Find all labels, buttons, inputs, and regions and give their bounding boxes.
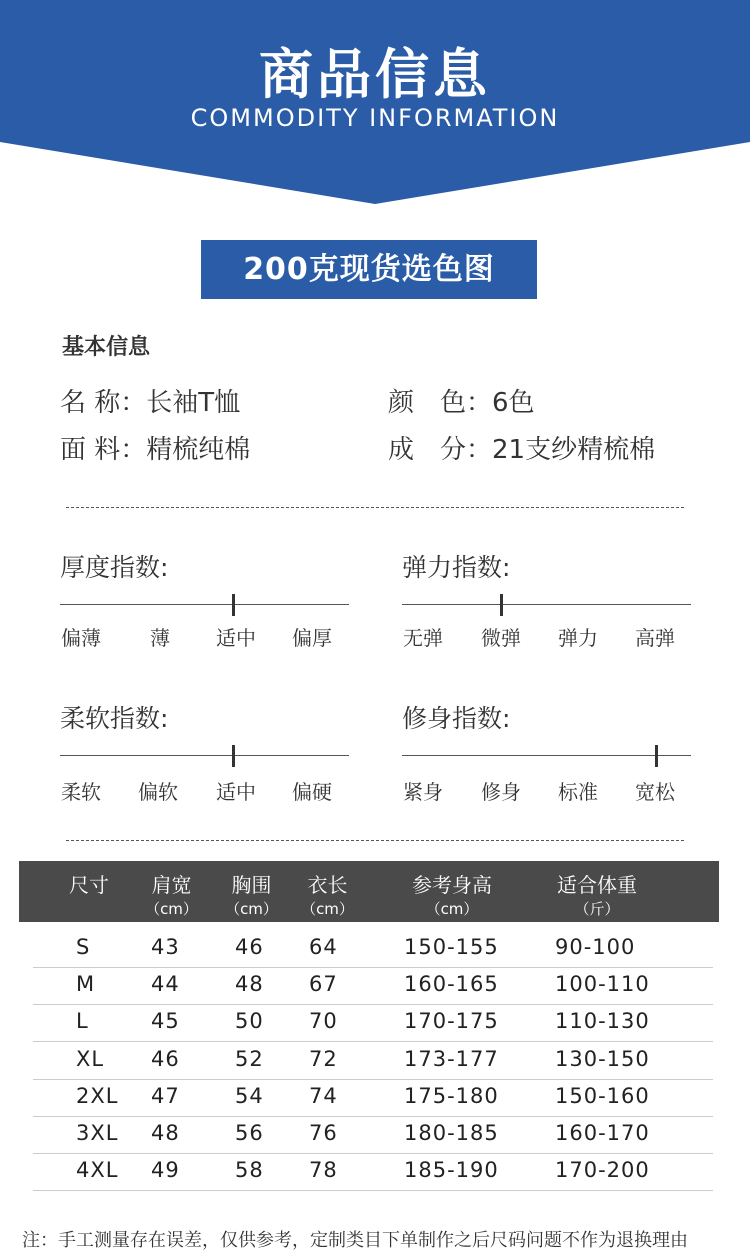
cell-shoulder: 46 bbox=[151, 1046, 180, 1071]
cell-size: 3XL bbox=[76, 1121, 119, 1145]
attr-name: 名 称：长袖T恤 bbox=[60, 388, 241, 418]
elasticity-label: 高弹 bbox=[635, 626, 675, 650]
header-banner bbox=[0, 0, 750, 205]
cell-shoulder: 48 bbox=[151, 1121, 180, 1145]
divider-dashed bbox=[66, 507, 684, 508]
table-row bbox=[33, 967, 713, 1005]
header-height: 参考身高 bbox=[412, 873, 492, 897]
cell-shoulder: 49 bbox=[151, 1158, 180, 1183]
elasticity-label: 微弹 bbox=[481, 626, 521, 650]
thickness-label: 薄 bbox=[150, 626, 170, 650]
elasticity-scale-line bbox=[402, 604, 691, 605]
cell-weight: 150-160 bbox=[555, 1083, 650, 1108]
cell-weight: 130-150 bbox=[555, 1046, 650, 1071]
header-chest: 胸围 bbox=[231, 873, 272, 897]
footnote: 注：手工测量存在误差，仅供参考，定制类目下单制作之后尺码问题不作为退换理由 bbox=[22, 1230, 688, 1251]
table-row bbox=[33, 930, 713, 968]
cell-weight: 110-130 bbox=[555, 1009, 650, 1034]
cell-height: 170-175 bbox=[404, 1009, 499, 1034]
cell-chest: 56 bbox=[235, 1121, 264, 1145]
table-row bbox=[33, 1153, 713, 1191]
size-table-header bbox=[19, 861, 719, 922]
thickness-scale-marker bbox=[232, 594, 235, 616]
attr-composition: 成 分：21支纱精梳棉 bbox=[388, 435, 656, 465]
attr-fabric: 面 料：精梳纯棉 bbox=[60, 435, 251, 465]
cell-length: 76 bbox=[309, 1121, 338, 1145]
header-shoulder: 肩宽 bbox=[151, 873, 192, 897]
header-shoulder-unit: （cm） bbox=[145, 900, 198, 918]
section-label: 200克现货选色图 bbox=[201, 240, 537, 299]
cell-weight: 160-170 bbox=[555, 1121, 650, 1145]
cell-height: 175-180 bbox=[404, 1083, 499, 1108]
cell-chest: 54 bbox=[235, 1083, 264, 1108]
cell-length: 67 bbox=[309, 972, 338, 997]
cell-chest: 50 bbox=[235, 1009, 264, 1034]
fit-scale-marker bbox=[655, 745, 658, 767]
thickness-label: 偏厚 bbox=[292, 626, 332, 650]
cell-shoulder: 45 bbox=[151, 1009, 180, 1034]
basic-info-title: 基本信息 bbox=[62, 335, 151, 360]
cell-length: 78 bbox=[309, 1158, 338, 1183]
cell-size: M bbox=[76, 972, 96, 997]
cell-size: XL bbox=[76, 1046, 105, 1071]
cell-length: 70 bbox=[309, 1009, 338, 1034]
fit-index-title: 修身指数: bbox=[402, 704, 511, 733]
cell-size: 4XL bbox=[76, 1158, 119, 1183]
softness-scale-marker bbox=[232, 745, 235, 767]
softness-label: 偏软 bbox=[138, 780, 178, 804]
divider-dashed bbox=[66, 840, 684, 841]
cell-height: 173-177 bbox=[404, 1046, 499, 1071]
cell-chest: 52 bbox=[235, 1046, 264, 1071]
table-row bbox=[33, 1079, 713, 1117]
fit-label: 标准 bbox=[558, 780, 598, 804]
softness-scale-line bbox=[60, 755, 349, 756]
fit-scale-line bbox=[402, 755, 691, 756]
softness-index-title: 柔软指数: bbox=[60, 704, 169, 733]
header-height-unit: （cm） bbox=[425, 900, 479, 918]
cell-weight: 90-100 bbox=[555, 935, 636, 959]
fit-label: 修身 bbox=[481, 780, 521, 804]
cell-height: 185-190 bbox=[404, 1158, 499, 1183]
banner-title: 商品信息 bbox=[259, 43, 491, 106]
header-weight-unit: （斤） bbox=[574, 900, 620, 918]
cell-length: 72 bbox=[309, 1046, 338, 1071]
elasticity-label: 弹力 bbox=[558, 626, 598, 650]
header-chest-unit: （cm） bbox=[225, 900, 278, 918]
cell-chest: 46 bbox=[235, 935, 264, 959]
header-length: 衣长 bbox=[307, 873, 348, 897]
softness-label: 偏硬 bbox=[292, 780, 332, 804]
cell-weight: 100-110 bbox=[555, 972, 650, 997]
cell-size: S bbox=[76, 935, 91, 959]
cell-chest: 48 bbox=[235, 972, 264, 997]
cell-size: 2XL bbox=[76, 1083, 119, 1108]
table-row bbox=[33, 1004, 713, 1042]
header-size: 尺寸 bbox=[69, 873, 109, 897]
cell-shoulder: 43 bbox=[151, 935, 180, 959]
cell-length: 74 bbox=[309, 1083, 338, 1108]
fit-label: 宽松 bbox=[635, 780, 675, 804]
cell-height: 180-185 bbox=[404, 1121, 499, 1145]
elasticity-scale-marker bbox=[500, 594, 503, 616]
cell-height: 160-165 bbox=[404, 972, 499, 997]
banner-subtitle: COMMODITY INFORMATION bbox=[190, 104, 560, 132]
softness-label: 适中 bbox=[216, 780, 256, 804]
table-row bbox=[33, 1116, 713, 1154]
thickness-index-title: 厚度指数: bbox=[60, 553, 169, 582]
cell-weight: 170-200 bbox=[555, 1158, 650, 1183]
cell-chest: 58 bbox=[235, 1158, 264, 1183]
fit-label: 紧身 bbox=[403, 780, 443, 804]
cell-shoulder: 44 bbox=[151, 972, 180, 997]
table-row bbox=[33, 1042, 713, 1080]
thickness-label: 适中 bbox=[216, 626, 256, 650]
elasticity-label: 无弹 bbox=[403, 626, 443, 650]
header-length-unit: （cm） bbox=[301, 900, 354, 918]
elasticity-index-title: 弹力指数: bbox=[402, 553, 511, 582]
cell-length: 64 bbox=[309, 935, 338, 959]
cell-size: L bbox=[76, 1009, 89, 1034]
attr-color: 颜 色：6色 bbox=[388, 388, 535, 418]
thickness-scale-line bbox=[60, 604, 349, 605]
cell-height: 150-155 bbox=[404, 935, 499, 959]
thickness-label: 偏薄 bbox=[61, 626, 101, 650]
cell-shoulder: 47 bbox=[151, 1083, 180, 1108]
softness-label: 柔软 bbox=[61, 780, 101, 804]
header-weight: 适合体重 bbox=[557, 873, 637, 897]
